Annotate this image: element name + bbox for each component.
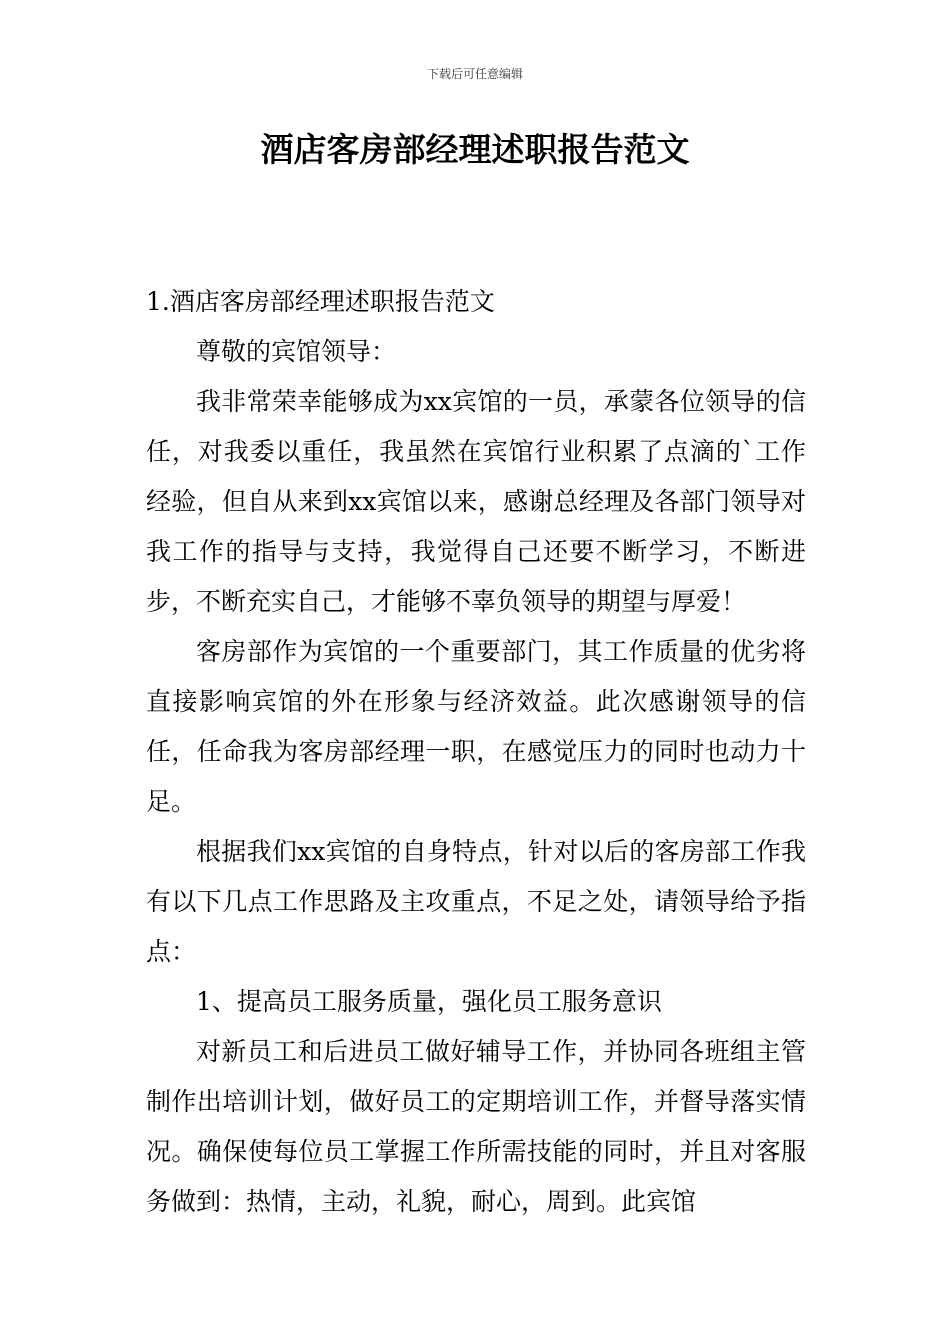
body-paragraph: 我非常荣幸能够成为xx宾馆的一员，承蒙各位领导的信任，对我委以重任，我虽然在宾馆行业积累了点滴的`工作经验，但自从来到xx宾馆以来，感谢总经理及各部门领导对我工作的指导与支持，我觉得自己还要不断学习，不断进步，不断充实自己，才能够不辜负领导的期望与厚爱！ [146,387,806,616]
document-title: 酒店客房部经理述职报告范文 [260,130,690,169]
salutation-paragraph: 尊敬的宾馆领导： [196,337,397,366]
header-note: 下载后可任意编辑 [426,67,523,81]
subheading-paragraph: 1、提高员工服务质量，强化员工服务意识 [196,987,662,1016]
document-body [146,277,806,1227]
section-heading: 1.酒店客房部经理述职报告范文 [146,287,495,316]
body-paragraph: 根据我们xx宾馆的自身特点，针对以后的客房部工作我有以下几点工作思路及主攻重点，不足之处，请领导给予指点： [146,837,806,966]
body-paragraph: 客房部作为宾馆的一个重要部门，其工作质量的优劣将直接影响宾馆的外在形象与经济效益。此次感谢领导的信任，任命我为客房部经理一职，在感觉压力的同时也动力十足。 [146,637,806,816]
body-paragraph: 对新员工和后进员工做好辅导工作，并协同各班组主管制作出培训计划，做好员工的定期培训工作，并督导落实情况。确保使每位员工掌握工作所需技能的同时，并且对客服务做到：热情，主动，礼貌，耐心，周到。此宾馆 [146,1037,806,1216]
